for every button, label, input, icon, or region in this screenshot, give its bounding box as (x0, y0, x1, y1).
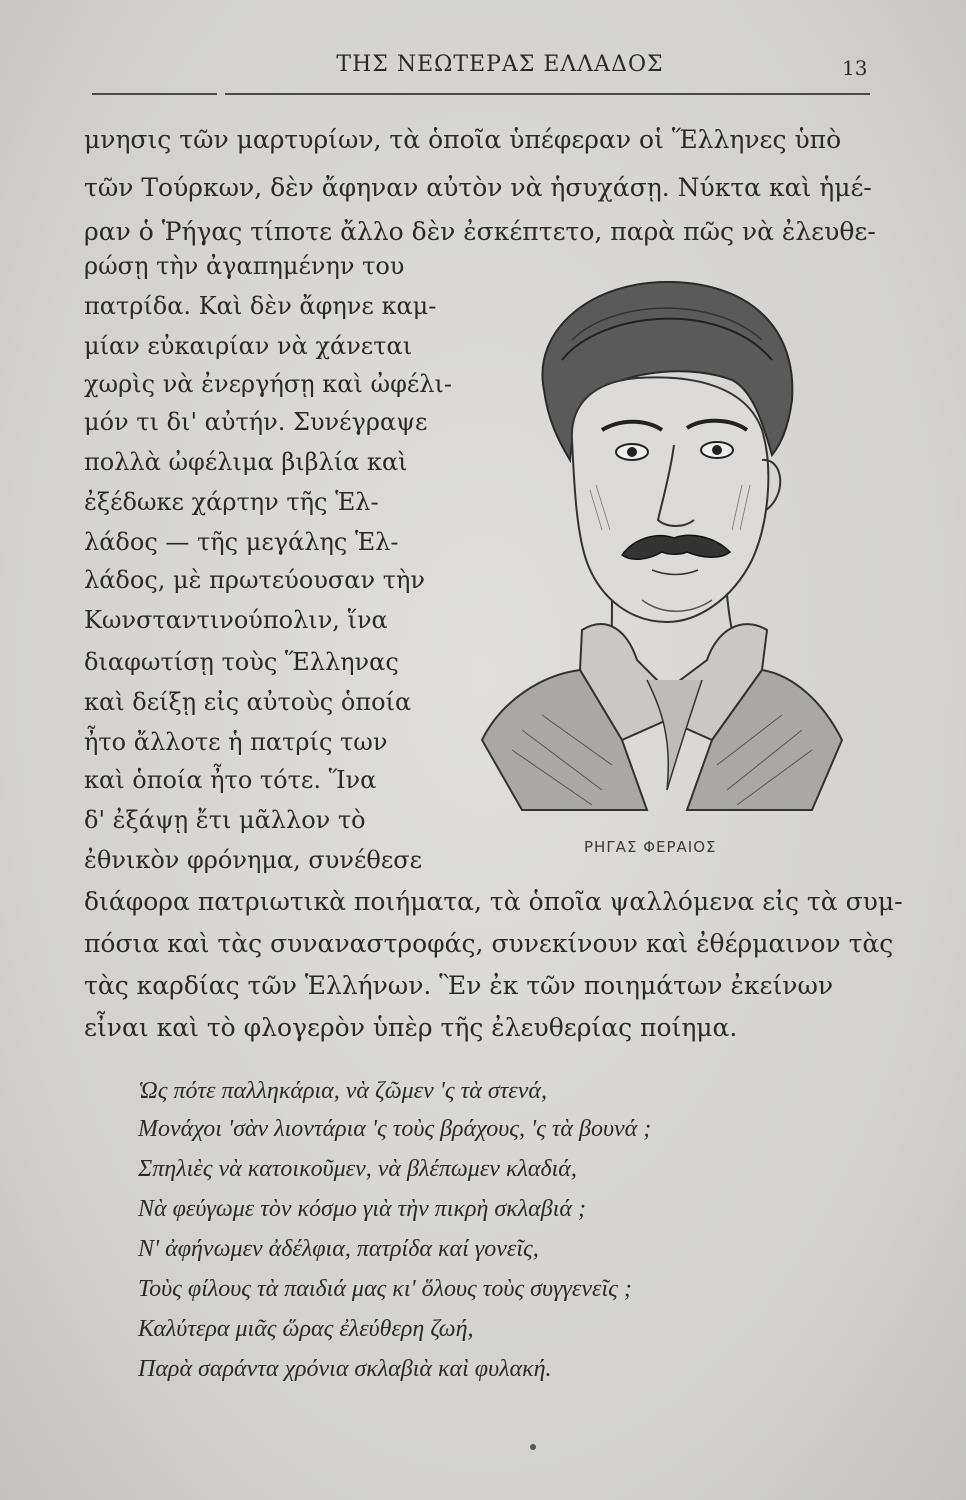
body-line: πόσια καὶ τὰς συναναστροφάς, συνεκίνουν καὶ ἐθέρμαινον τὰς (84, 929, 894, 958)
body-line: διαφωτίσῃ τοὺς Ἕλληνας (84, 648, 399, 676)
poem-line: Νὰ φεύγωμε τὸν κόσμο γιὰ τὴν πικρὴ σκλαβιά ; (138, 1196, 586, 1222)
body-line: καὶ ὁποία ἦτο τότε. Ἵνα (84, 766, 377, 794)
body-line: Κωνσταντινούπολιν, ἵνα (84, 606, 388, 634)
body-line: ραν ὁ Ῥήγας τίποτε ἄλλο δὲν ἐσκέπτετο, παρὰ πῶς νὰ ἐλευθε- (84, 217, 876, 246)
body-line: μνησις τῶν μαρτυρίων, τὰ ὁποῖα ὑπέφεραν οἱ Ἕλληνες ὑπὸ (84, 125, 842, 154)
body-line: καὶ δείξῃ εἰς αὐτοὺς ὁποία (84, 688, 412, 716)
body-line: μόν τι δι' αὐτήν. Συνέγραψε (84, 408, 428, 436)
body-line: πατρίδα. Καὶ δὲν ἄφηνε καμ- (84, 292, 437, 320)
header-rule-long (225, 93, 870, 95)
body-line: δ' ἐξάψῃ ἔτι μᾶλλον τὸ (84, 806, 366, 834)
body-line: λάδος — τῆς μεγάλης Ἑλ- (84, 528, 399, 556)
portrait-engraving (462, 270, 862, 830)
poem-line: Παρὰ σαράντα χρόνια σκλαβιὰ καὶ φυλακή. (138, 1356, 552, 1382)
body-line: πολλὰ ὠφέλιμα βιβλία καὶ (84, 448, 408, 476)
body-line: ἦτο ἄλλοτε ἡ πατρίς των (84, 728, 388, 756)
running-head: ΤΗΣ ΝΕΩΤΕΡΑΣ ΕΛΛΑΔΟΣ (336, 52, 664, 77)
poem-line: Τοὺς φίλους τὰ παιδιά μας κι' ὅλους τοὺς συγγενεῖς ; (138, 1276, 632, 1302)
body-line: ρώσῃ τὴν ἀγαπημένην του (84, 252, 405, 280)
poem-line: Καλύτερα μιᾶς ὥρας ἐλεύθερη ζωή, (138, 1316, 474, 1342)
body-line: λάδος, μὲ πρωτεύουσαν τὴν (84, 566, 425, 594)
body-line: χωρὶς νὰ ἐνεργήσῃ καὶ ὠφέλι- (84, 370, 453, 398)
ink-dot (530, 1444, 536, 1450)
body-line: διάφορα πατριωτικὰ ποιήματα, τὰ ὁποῖα ψαλλόμενα εἰς τὰ συμ- (84, 887, 903, 916)
portrait-caption: ΡΗΓΑΣ ΦΕΡΑΙΟΣ (584, 838, 717, 856)
body-line: εἶναι καὶ τὸ φλογερὸν ὑπὲρ τῆς ἐλευθερίας ποίημα. (84, 1013, 738, 1042)
body-line: τὰς καρδίας τῶν Ἑλλήνων. Ἓν ἐκ τῶν ποιημάτων ἐκείνων (84, 971, 834, 1000)
poem-line: Ὡς πότε παλληκάρια, νὰ ζῶμεν 'ς τὰ στενά, (138, 1078, 547, 1104)
poem-line: Σπηλιὲς νὰ κατοικοῦμεν, νὰ βλέπωμεν κλαδιά, (138, 1156, 577, 1182)
body-line: ἐθνικὸν φρόνημα, συνέθεσε (84, 846, 423, 874)
header-rule-short (92, 93, 217, 95)
poem-line: Μονάχοι 'σὰν λιοντάρια 'ς τοὺς βράχους, 'ς τὰ βουνά ; (138, 1116, 652, 1142)
page-number: 13 (842, 56, 868, 80)
poem-line: Ν' ἀφήνωμεν ἀδέλφια, πατρίδα καί γονεῖς, (138, 1236, 539, 1262)
body-line: μίαν εὐκαιρίαν νὰ χάνεται (84, 332, 413, 360)
body-line: τῶν Τούρκων, δὲν ἄφηναν αὐτὸν νὰ ἡσυχάσῃ. Νύκτα καὶ ἡμέ- (84, 173, 872, 202)
body-line: ἐξέδωκε χάρτην τῆς Ἑλ- (84, 488, 379, 516)
